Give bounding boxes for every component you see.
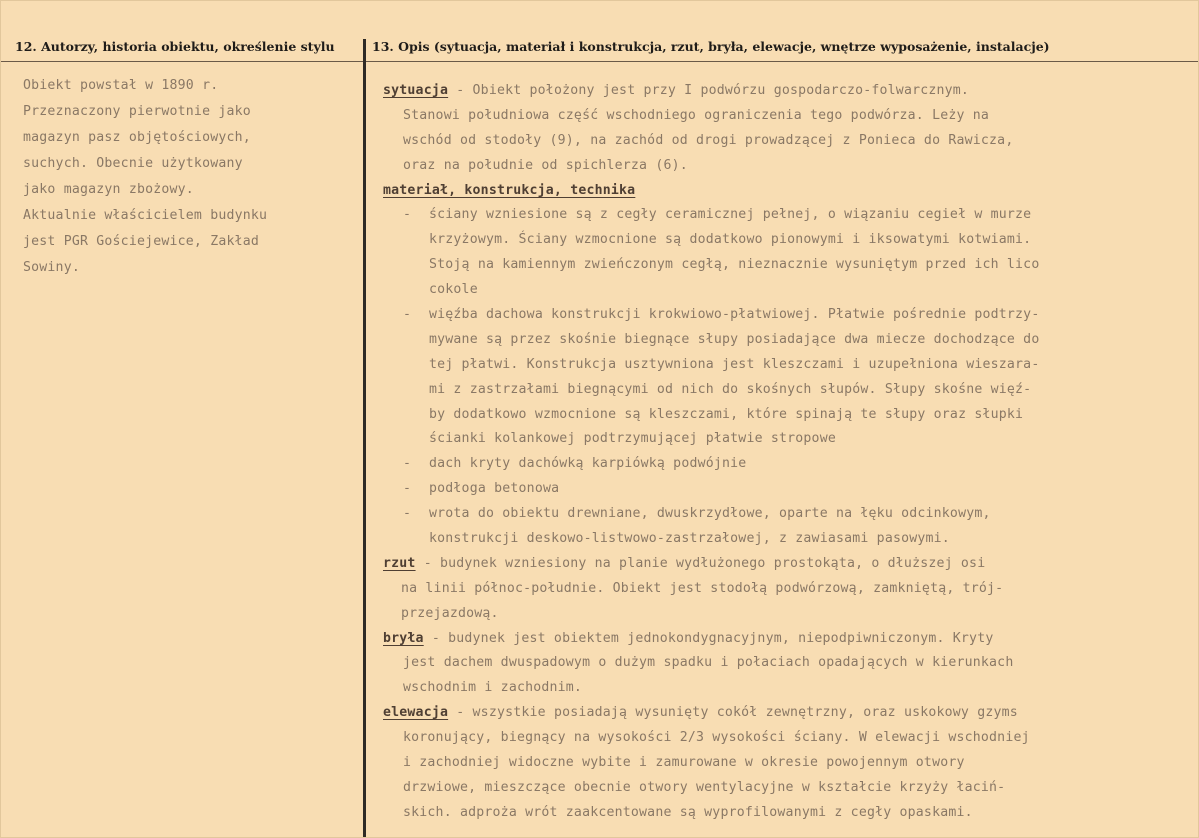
- section-12-text: [23, 73, 353, 281]
- list-dash: -: [403, 207, 412, 223]
- text-line: jako magazyn zbożowy.: [23, 182, 194, 197]
- text-line: oraz na południe od spichlerza (6).: [403, 157, 688, 173]
- list-item: [383, 502, 1183, 527]
- text-line: mi z zastrzałami biegnącymi od nich do skośnych słupów. Słupy skośne więź-: [429, 381, 1032, 397]
- text-line: drzwiowe, mieszczące obecnie otwory wentylacyjne w kształcie krzyży łaciń-: [403, 779, 1006, 795]
- list-item: [383, 477, 1183, 502]
- text-line: konstrukcji deskowo-listwowo-zastrzałowej, z zawiasami pasowymi.: [429, 531, 950, 547]
- text-line: mywane są przez skośnie biegnące słupy posiadające dwa miecze dochodzące do: [429, 331, 1040, 347]
- text-line: wschodnim i zachodnim.: [403, 680, 583, 696]
- text-line: Stoją na kamiennym zwieńczonym cegłą, nieznacznie wysuniętym przed ich lico: [429, 257, 1040, 273]
- list-item-text: wrota do obiektu drewniane, dwuskrzydłowe, oparte na łęku odcinkowym,: [429, 506, 991, 522]
- list-item: [383, 303, 1183, 328]
- rzut-text: - budynek wzniesiony na planie wydłużonego prostokąta, o dłuższej osi: [415, 555, 986, 571]
- bryla-text: - budynek jest obiektem jednokondygnacyjnym, niepodpiwniczonym. Kryty: [423, 630, 994, 646]
- list-item-text: więźba dachowa konstrukcji krokwiowo-płatwiowej. Płatwie pośrednie podtrzy-: [429, 307, 1040, 323]
- sytuacja-label: sytuacja: [383, 83, 449, 98]
- list-item: [383, 203, 1183, 228]
- text-line: Aktualnie właścicielem budynku: [23, 208, 268, 223]
- text-line: Przeznaczony pierwotnie jako: [23, 104, 251, 119]
- bryla-first-line: [383, 627, 1183, 652]
- text-line: Sowiny.: [23, 260, 80, 275]
- text-line: jest PGR Gościejewice, Zakład: [23, 234, 260, 249]
- text-line: Stanowi południowa część wschodniego ograniczenia tego podwórza. Leży na: [403, 107, 990, 123]
- list-dash: -: [403, 506, 412, 522]
- section-13-heading: 13. Opis (sytuacja, materiał i konstrukcja, rzut, bryła, elewacje, wnętrze wyposażenie, instalacje): [372, 39, 1050, 54]
- text-line: tej płatwi. Konstrukcja usztywniona jest kleszczami i uzupełniona wieszara-: [429, 356, 1040, 372]
- sytuacja-text: - Obiekt położony jest przy I podwórzu gospodarczo-folwarcznym.: [448, 83, 970, 98]
- material-heading-line: [383, 179, 1183, 204]
- list-item-text: ściany wzniesione są z cegły ceramicznej pełnej, o wiązaniu cegieł w murze: [429, 207, 1032, 223]
- rzut-label: rzut: [383, 555, 416, 571]
- text-line: magazyn pasz objętościowych,: [23, 130, 251, 145]
- text-line: koronujący, biegnący na wysokości 2/3 wysokości ściany. W elewacji wschodniej: [403, 730, 1030, 746]
- section-13-text: [383, 79, 1183, 826]
- elewacja-label: elewacja: [383, 705, 449, 721]
- bryla-label: bryła: [383, 630, 424, 646]
- text-line: krzyżowym. Ściany wzmocnione są dodatkowo pionowymi i iksowatymi kotwiami.: [429, 232, 1032, 248]
- list-item-text: podłoga betonowa: [429, 481, 560, 497]
- section-12-heading: 12. Autorzy, historia obiektu, określenie stylu: [15, 39, 335, 54]
- text-line: suchych. Obecnie użytkowany: [23, 156, 243, 171]
- text-line: skich. adproża wrót zaakcentowane są wyprofilowanymi z cegły opaskami.: [403, 804, 973, 820]
- elewacja-text: - wszystkie posiadają wysunięty cokół zewnętrzny, oraz uskokowy gzyms: [448, 705, 1018, 721]
- list-item: [383, 452, 1183, 477]
- text-line: cokole: [429, 282, 478, 298]
- list-dash: -: [403, 307, 412, 323]
- column-divider: [363, 39, 366, 837]
- text-line: przejazdową.: [401, 605, 499, 621]
- text-line: Obiekt powstał w 1890 r.: [23, 78, 219, 93]
- elewacja-first-line: [383, 701, 1183, 726]
- list-dash: -: [403, 481, 412, 497]
- material-label: materiał, konstrukcja, technika: [383, 182, 636, 198]
- text-line: na linii północ-południe. Obiekt jest stodołą podwórzową, zamkniętą, trój-: [401, 580, 1004, 596]
- text-line: by dodatkowo wzmocnione są kleszczami, które spinają te słupy oraz słupki: [429, 406, 1024, 422]
- text-line: jest dachem dwuspadowym o dużym spadku i połaciach opadających w kierunkach: [403, 655, 1014, 671]
- rzut-first-line: [383, 552, 1183, 577]
- text-line: wschód od stodoły (9), na zachód od drogi prowadzącej z Ponieca do Rawicza,: [403, 132, 1014, 148]
- list-item-text: dach kryty dachówką karpiówką podwójnie: [429, 456, 747, 472]
- list-dash: -: [403, 456, 412, 472]
- sytuacja-first-line: [383, 79, 1183, 104]
- text-line: i zachodniej widoczne wybite i zamurowane w okresie powojennym otwory: [403, 755, 965, 771]
- header-rule: [1, 61, 1198, 62]
- text-line: ścianki kolankowej podtrzymującej płatwie stropowe: [429, 431, 836, 447]
